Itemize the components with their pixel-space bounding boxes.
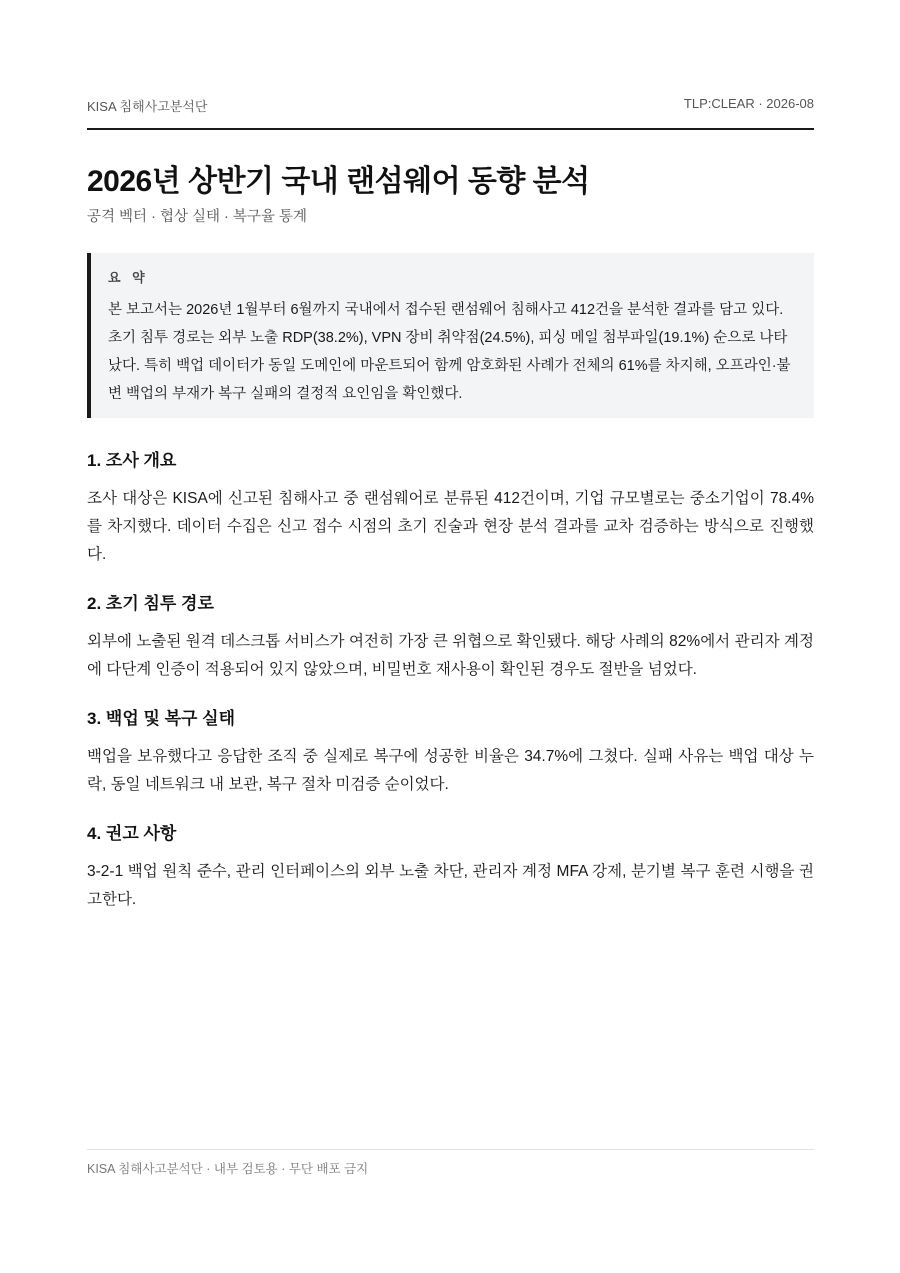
section-recommendations (87, 823, 814, 914)
page-header (87, 96, 814, 115)
page-footer: KISA 침해사고분석단 · 내부 검토용 · 무단 배포 금지 (87, 1162, 369, 1176)
section-body: 3-2-1 백업 원칙 준수, 관리 인터페이스의 외부 노출 차단, 관리자 계정 MFA 강제, 분기별 복구 훈련 시행을 권고한다. (87, 863, 814, 908)
section-heading: 4. 권고 사항 (87, 824, 177, 843)
report-subtitle: 공격 벡터 · 협상 실태 · 복구율 통계 (87, 209, 307, 225)
summary-text: 본 보고서는 2026년 1월부터 6월까지 국내에서 접수된 랜섬웨어 침해사고 412건을 분석한 결과를 담고 있다. 초기 침투 경로는 외부 노출 RDP(38.2%), VPN 장비 취약점(24.5%), 피싱 메일 첨부파일(19.1%) 순으로 나타났다. 특히 백업 데이터가 동일 도메인에 마운트되어 함께 암호화된 사례가 전체의 61%를 차지해, 오프라인·불변 백업의 부재가 복구 실패의 결정적 요인임을 확인했다. (108, 302, 791, 402)
section-initial-access (87, 593, 814, 684)
report-title: 2026년 상반기 국내 랜섬웨어 동향 분석 (87, 165, 590, 198)
section-body: 외부에 노출된 원격 데스크톱 서비스가 여전히 가장 큰 위협으로 확인됐다. 해당 사례의 82%에서 관리자 계정에 다단계 인증이 적용되어 있지 않았으며, 비밀번호 재사용이 확인된 경우도 절반을 넘었다. (87, 633, 814, 678)
summary-label: 요 약 (108, 270, 149, 285)
summary-box (87, 253, 814, 418)
section-heading: 2. 초기 침투 경로 (87, 594, 214, 613)
section-overview (87, 450, 814, 569)
section-body: 조사 대상은 KISA에 신고된 침해사고 중 랜섬웨어로 분류된 412건이며, 기업 규모별로는 중소기업이 78.4%를 차지했다. 데이터 수집은 신고 접수 시점의 초기 진술과 현장 분석 결과를 교차 검증하는 방식으로 진행했다. (87, 490, 814, 563)
section-heading: 1. 조사 개요 (87, 451, 177, 470)
section-body: 백업을 보유했다고 응답한 조직 중 실제로 복구에 성공한 비율은 34.7%에 그쳤다. 실패 사유는 백업 대상 누락, 동일 네트워크 내 보관, 복구 절차 미검증 순이었다. (87, 748, 814, 793)
section-heading: 3. 백업 및 복구 실태 (87, 709, 236, 728)
header-classification: TLP:CLEAR · 2026-08 (683, 96, 814, 111)
footer-divider (87, 1149, 814, 1150)
report-page (87, 0, 814, 1273)
header-organization: KISA 침해사고분석단 (87, 99, 208, 114)
header-divider (87, 128, 814, 130)
section-backup-recovery (87, 708, 814, 799)
